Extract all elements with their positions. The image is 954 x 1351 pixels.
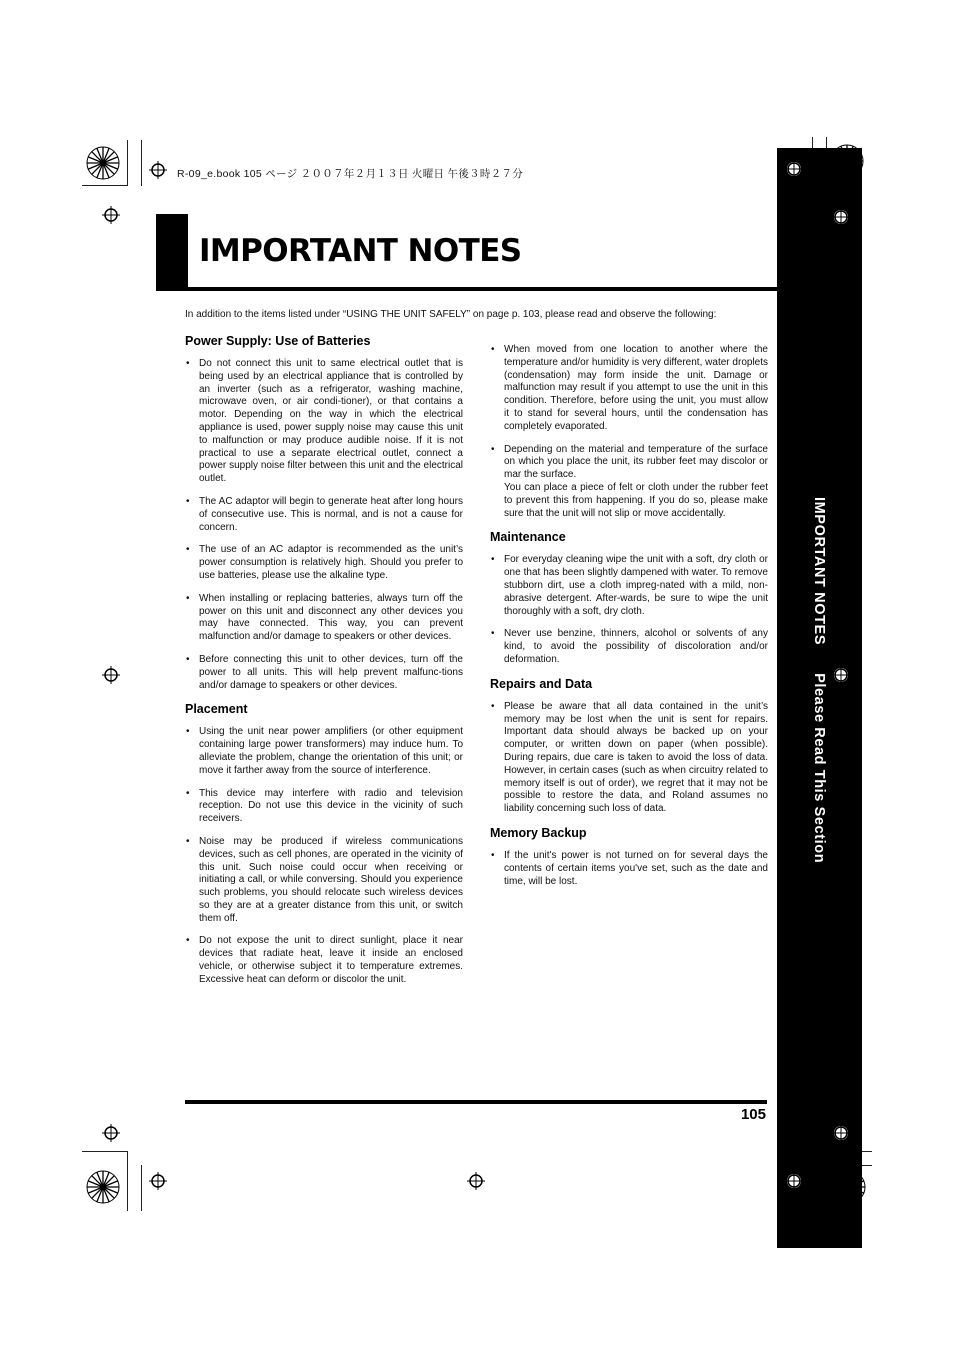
title-rule	[156, 287, 778, 291]
crosshair-target-icon	[832, 208, 850, 226]
crosshair-target-icon	[102, 666, 120, 684]
bullet-list	[490, 344, 768, 520]
footer-rule	[185, 1100, 767, 1104]
section-power-supply	[185, 334, 463, 692]
bullet-list	[490, 554, 768, 666]
crosshair-target-icon	[149, 161, 167, 179]
section-heading: Repairs and Data	[490, 676, 593, 691]
section-placement	[185, 702, 463, 986]
section-memory-backup	[490, 826, 768, 888]
bullet-list	[490, 701, 768, 816]
side-tab-secondary: Please Read This Section	[811, 673, 827, 864]
crosshair-target-icon	[785, 1172, 803, 1190]
list-item: • Please be aware that all data contained in the unit’s memory may be lost when the unit is sent for repairs. Important data should always be backed up on your computer, or written down on paper (when possible). During repairs, due care is taken to avoid the loss of data. However, in certain cases (such as when circuitry related to memory itself is out of order), we regret that it may not be possible to restore the data, and Roland assumes no liability concerning such loss of data.	[490, 701, 768, 816]
crosshair-target-icon	[102, 206, 120, 224]
section-heading: Memory Backup	[490, 825, 587, 840]
list-item: • Using the unit near power amplifiers (or other equipment containing large power transformers) may induce hum. To alleviate the problem, change the orientation of this unit; or move it farther away from the source of interference.	[185, 726, 463, 777]
right-column	[490, 344, 768, 898]
list-item: • Depending on the material and temperature of the surface on which you place the unit, its rubber feet may discolor or mar the surface. You can place a piece of felt or cloth under the rubber feet to prevent this from happening. If you do so, please make sure that the unit will not slip or move accidentally.	[490, 444, 768, 521]
left-column	[185, 334, 463, 997]
list-item: • The AC adaptor will begin to generate heat after long hours of consecutive use. This is normal, and is not a cause for concern.	[185, 496, 463, 534]
list-item: • If the unit's power is not turned on for several days the contents of certain items you've set, such as the date and time, will be lost.	[490, 850, 768, 888]
crosshair-target-icon	[467, 1172, 485, 1190]
page-title: IMPORTANT NOTES	[199, 233, 522, 269]
registration-star-icon	[86, 146, 120, 180]
side-tab-primary: IMPORTANT NOTES	[811, 497, 827, 646]
list-item: • Do not connect this unit to same electrical outlet that is being used by an electrical appliance that is controlled by an inverter (such as a refrigerator, washing machine, microwave oven, or air condi-tioner), or that contains a motor. Depending on the way in which the electrical appliance is used, power supply noise may cause this unit to malfunction or may produce audible noise. If it is not practical to use a separate electrical outlet, connect a power supply noise filter between this unit and the electrical outlet.	[185, 358, 463, 486]
side-tab-label	[811, 497, 827, 863]
book-header: R-09_e.book 105 ページ ２００７年２月１３日 火曜日 午後３時２７分	[177, 168, 524, 180]
bullet-list	[185, 726, 463, 986]
list-item: • Do not expose the unit to direct sunlight, place it near devices that radiate heat, leave it inside an enclosed vehicle, or otherwise subject it to temperature extremes. Excessive heat can deform or discolor the unit.	[185, 935, 463, 986]
list-item: • For everyday cleaning wipe the unit with a soft, dry cloth or one that has been slightly dampened with water. To remove stubborn dirt, use a cloth impreg-nated with a mild, non-abrasive detergent. After-wards, be sure to wipe the unit thoroughly with a soft, dry cloth.	[490, 554, 768, 618]
list-item: • This device may interfere with radio and television reception. Do not use this device in the vicinity of such receivers.	[185, 788, 463, 826]
list-item: • Noise may be produced if wireless communications devices, such as cell phones, are operated in the vicinity of this unit. Such noise could occur when receiving or initiating a call, or while conversing. Should you experience such problems, you should relocate such wireless devices so they are at a greater distance from this unit, or switch them off.	[185, 836, 463, 926]
section-repairs-data	[490, 677, 768, 816]
list-item: • Before connecting this unit to other devices, turn off the power to all units. This will help prevent malfunc-tions and/or damage to speakers or other devices.	[185, 654, 463, 692]
list-item: • When installing or replacing batteries, always turn off the power on this unit and disconnect any other devices you may have connected. This way, you can prevent malfunction and/or damage to speakers or other devices.	[185, 593, 463, 644]
crosshair-target-icon	[149, 1172, 167, 1190]
list-item: • When moved from one location to another where the temperature and/or humidity is very different, water droplets (condensation) may form inside the unit. Damage or malfunction may result if you attempt to use the unit in this condition. Therefore, before using the unit, you must allow it to stand for several hours, until the condensation has completely evaporated.	[490, 344, 768, 434]
section-maintenance	[490, 530, 768, 666]
section-heading: Placement	[185, 702, 248, 717]
crosshair-target-icon	[832, 666, 850, 684]
intro-text: In addition to the items listed under “USING THE UNIT SAFELY” on page p. 103, please read and observe the following:	[185, 309, 717, 320]
registration-star-icon	[86, 1170, 120, 1204]
crosshair-target-icon	[785, 160, 803, 178]
crosshair-target-icon	[832, 1124, 850, 1142]
list-item: • Never use benzine, thinners, alcohol or solvents of any kind, to avoid the possibility of discoloration and/or deformation.	[490, 628, 768, 666]
page-number: 105	[740, 1106, 766, 1123]
section-placement-continued	[490, 344, 768, 520]
section-heading: Maintenance	[490, 530, 566, 545]
crosshair-target-icon	[102, 1124, 120, 1142]
section-heading: Power Supply: Use of Batteries	[185, 334, 371, 348]
bullet-list	[490, 850, 768, 888]
title-marker-block	[156, 214, 188, 290]
bullet-list	[185, 358, 463, 692]
list-item: • The use of an AC adaptor is recommended as the unit’s power consumption is relatively high. Should you prefer to use batteries, please use the alkaline type.	[185, 544, 463, 582]
